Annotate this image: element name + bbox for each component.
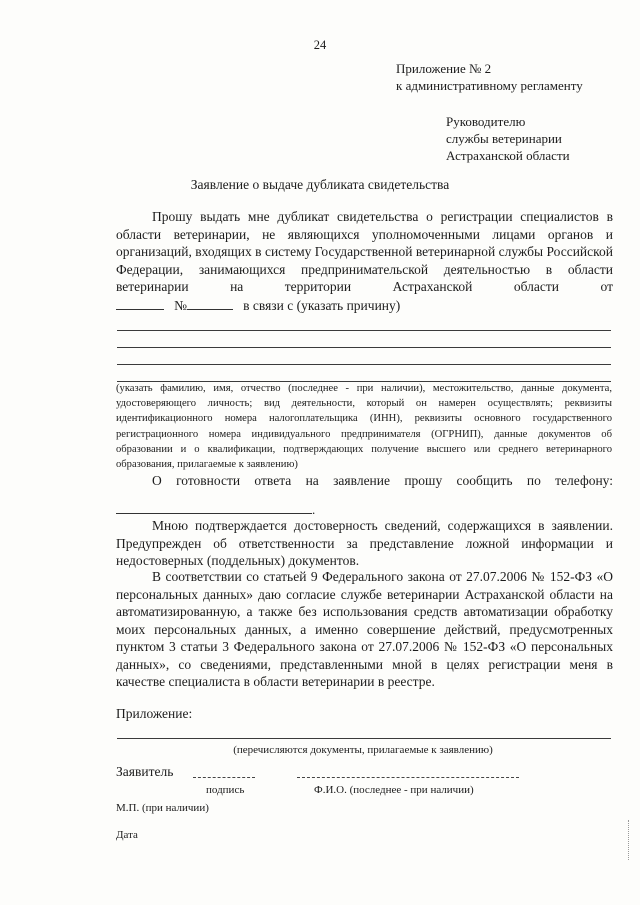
- addressee-line: Руководителю: [446, 114, 526, 129]
- reason-line[interactable]: [117, 364, 611, 365]
- attachment-hint: (перечисляются документы, прилагаемые к заявлению): [233, 744, 493, 756]
- full-name-line[interactable]: [297, 777, 519, 778]
- confirmation-paragraph: Мною подтверждается достоверность сведений, содержащихся в заявлении. Предупрежден об ответственности за представление ложной информации и недостоверных (поддельных) документов.: [116, 518, 613, 568]
- addressee-line: Астраханской области: [446, 148, 570, 163]
- date-label: Дата: [116, 829, 138, 841]
- signature-caption: подпись: [206, 784, 245, 796]
- document-title: Заявление о выдаче дубликата свидетельства: [190, 177, 450, 192]
- attachment-label: Приложение:: [116, 706, 193, 721]
- appendix-reference: [396, 60, 583, 94]
- number-sign: №: [174, 298, 188, 313]
- attachment-line[interactable]: [117, 738, 611, 739]
- stamp-label: М.П. (при наличии): [116, 802, 209, 814]
- page-number: 24: [313, 38, 327, 52]
- signature-line[interactable]: [193, 777, 255, 778]
- appendix-regulation: к административному регламенту: [396, 78, 583, 93]
- phone-request: О готовности ответа на заявление прошу сообщить по телефону:: [152, 473, 613, 488]
- scan-margin-mark: [628, 820, 632, 860]
- number-blank[interactable]: [187, 297, 233, 310]
- applicant-info-note: (указать фамилию, имя, отчество (последнее - при наличии), местожительство, данные документа, удостоверяющего личность; вид деятельности, который он намерен осуществлять; реквизиты идентификационного номера налогоплательщика (ИНН), реквизиты основного государственного регистрационного номера индивидуального предпринимателя (ОГРНИП), данные документов об образовании и о квалификации, подтверждающих получение высшего или среднего ветеринарного образования, прилагаемые к заявлению): [116, 383, 612, 471]
- addressee-block: [446, 113, 570, 164]
- request-date-number-line: [116, 297, 613, 315]
- consent-paragraph: В соответствии со статьей 9 Федерального закона от 27.07.2006 № 152-ФЗ «О персональных данных» даю согласие службе ветеринарии Астраханской области на автоматизированную, а также без использования средств автоматизации обработку моих персональных данных, а именно совершение действий, предусмотренных пунктом 3 статьи 3 Федерального закона от 27.07.2006 № 152-ФЗ «О персональных данных», со сведениями, представленными мной в целях регистрации меня в качестве специалиста в области ветеринарии в реестре.: [116, 569, 613, 689]
- request-paragraph: Прошу выдать мне дубликат свидетельства о регистрации специалистов в области ветеринарии, не являющихся уполномоченными лицами органов и организаций, входящих в систему Государственной ветеринарной службы Российской Федерации, занимающихся предпринимательской деятельностью в области ветеринарии на территории Астраханской области от: [116, 209, 613, 294]
- reason-line[interactable]: [117, 347, 611, 348]
- phone-blank[interactable]: .: [116, 501, 315, 518]
- reason-line[interactable]: [117, 330, 611, 331]
- date-blank[interactable]: [116, 297, 164, 310]
- reason-label: в связи с (указать причину): [243, 298, 401, 313]
- applicant-label: Заявитель: [116, 764, 174, 779]
- addressee-line: службы ветеринарии: [446, 131, 562, 146]
- full-name-caption: Ф.И.О. (последнее - при наличии): [314, 784, 474, 796]
- appendix-number: Приложение № 2: [396, 61, 492, 76]
